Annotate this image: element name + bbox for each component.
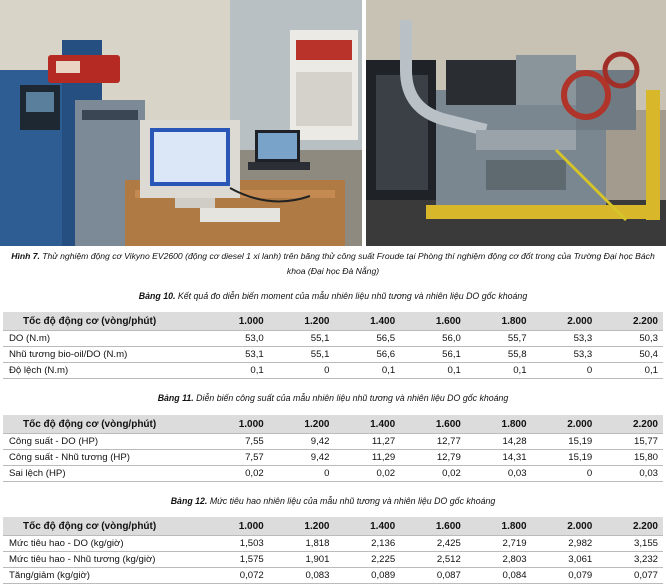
column-header: 1.400 [334,517,400,536]
column-header: 1.000 [203,517,269,536]
table-cell: 0,084 [466,568,532,584]
table-cell: 50,4 [597,347,663,363]
table-cell: 14,31 [466,450,532,466]
column-header: 1.400 [334,312,400,331]
table-cell: 15,77 [597,434,663,450]
table-row [3,450,663,466]
table-cell: 56,1 [400,347,466,363]
figure-label: Hình 7. [11,251,40,261]
row-label: Mức tiêu hao - Nhũ tương (kg/giờ) [3,552,203,568]
row-label: Nhũ tương bio-oil/DO (N.m) [3,347,203,363]
table-cell: 15,80 [597,450,663,466]
table-cell: 53,0 [203,331,269,347]
table-cell: 2,803 [466,552,532,568]
column-header: 2.200 [597,312,663,331]
table-cell: 9,42 [269,434,335,450]
table-cell: 3,155 [597,536,663,552]
table-cell: 0,02 [400,466,466,482]
column-header: 1.800 [466,517,532,536]
table-cell: 0,077 [597,568,663,584]
table-row [3,568,663,584]
table-cell: 0,1 [203,363,269,379]
table-cell: 0,1 [400,363,466,379]
figure-7-photos [0,0,666,246]
table-cell: 14,28 [466,434,532,450]
row-label: Mức tiêu hao - DO (kg/giờ) [3,536,203,552]
column-header-speed: Tốc độ động cơ (vòng/phút) [3,415,203,434]
photo-test-bench-room [0,0,362,246]
table-10-caption [0,291,666,301]
table-cell: 0 [532,363,598,379]
table-cell: 0,03 [466,466,532,482]
table-cell: 0,02 [334,466,400,482]
column-header: 1.600 [400,517,466,536]
column-header: 1.400 [334,415,400,434]
table-10-title: Kết quả đo diễn biến moment của mẫu nhiên liệu nhũ tương và nhiên liệu DO gốc khoáng [177,291,528,301]
table-header-row [3,517,663,536]
table-row [3,552,663,568]
table-cell: 2,425 [400,536,466,552]
table-cell: 50,3 [597,331,663,347]
table-cell: 0,02 [203,466,269,482]
row-label: Công suất - DO (HP) [3,434,203,450]
table-cell: 0,083 [269,568,335,584]
table-cell: 0,1 [597,363,663,379]
column-header: 2.000 [532,517,598,536]
table-cell: 7,55 [203,434,269,450]
row-label: Độ lệch (N.m) [3,363,203,379]
table-cell: 55,1 [269,331,335,347]
row-label: Tăng/giảm (kg/giờ) [3,568,203,584]
table-12-label: Bảng 12. [170,496,208,506]
table-cell: 7,57 [203,450,269,466]
table-cell: 55,8 [466,347,532,363]
table-cell: 2,982 [532,536,598,552]
column-header-speed: Tốc độ động cơ (vòng/phút) [3,517,203,536]
column-header: 1.000 [203,312,269,331]
figure-caption [10,249,656,279]
figure-caption-text: Thử nghiệm động cơ Vikyno EV2600 (động cơ diesel 1 xi lanh) trên băng thử công suất Froude tại Phòng thí nghiệm động cơ đốt trong của Trường Đại học Bách khoa (Đại học Đà Nẵng) [42,251,655,276]
table-12 [3,517,663,584]
table-10 [3,312,663,379]
table-cell: 1,901 [269,552,335,568]
row-label: Công suất - Nhũ tương (HP) [3,450,203,466]
table-cell: 15,19 [532,434,598,450]
table-row [3,347,663,363]
table-cell: 0,1 [466,363,532,379]
table-11-title: Diễn biến công suất của mẫu nhiên liệu nhũ tương và nhiên liệu DO gốc khoáng [196,393,509,403]
table-cell: 53,3 [532,347,598,363]
column-header-speed: Tốc độ động cơ (vòng/phút) [3,312,203,331]
table-cell: 0,079 [532,568,598,584]
table-cell: 0,072 [203,568,269,584]
table-cell: 1,575 [203,552,269,568]
column-header: 1.200 [269,312,335,331]
table-cell: 0 [532,466,598,482]
table-cell: 11,29 [334,450,400,466]
table-cell: 0,087 [400,568,466,584]
table-11-caption [0,393,666,403]
table-row [3,363,663,379]
table-cell: 3,061 [532,552,598,568]
column-header: 1.200 [269,415,335,434]
table-cell: 1,818 [269,536,335,552]
column-header: 1.600 [400,415,466,434]
column-header: 1.200 [269,517,335,536]
table-header-row [3,312,663,331]
table-cell: 11,27 [334,434,400,450]
table-cell: 15,19 [532,450,598,466]
table-cell: 9,42 [269,450,335,466]
table-cell: 2,719 [466,536,532,552]
row-label: DO (N.m) [3,331,203,347]
table-row [3,536,663,552]
table-cell: 55,1 [269,347,335,363]
table-cell: 56,5 [334,331,400,347]
column-header: 2.000 [532,312,598,331]
table-11 [3,415,663,482]
column-header: 1.800 [466,312,532,331]
column-header: 2.000 [532,415,598,434]
column-header: 2.200 [597,517,663,536]
photo-engine-on-dynamometer [366,0,666,246]
table-cell: 12,79 [400,450,466,466]
column-header: 1.600 [400,312,466,331]
table-cell: 2,225 [334,552,400,568]
column-header: 1.000 [203,415,269,434]
table-cell: 2,512 [400,552,466,568]
table-cell: 0 [269,363,335,379]
table-cell: 53,3 [532,331,598,347]
table-row [3,331,663,347]
table-row [3,434,663,450]
table-cell: 12,77 [400,434,466,450]
table-cell: 1,503 [203,536,269,552]
table-cell: 56,0 [400,331,466,347]
table-10-label: Bảng 10. [138,291,176,301]
table-cell: 0,1 [334,363,400,379]
table-header-row [3,415,663,434]
table-12-caption [0,496,666,506]
table-cell: 0 [269,466,335,482]
table-row [3,466,663,482]
table-cell: 2,136 [334,536,400,552]
table-cell: 56,6 [334,347,400,363]
row-label: Sai lệch (HP) [3,466,203,482]
column-header: 1.800 [466,415,532,434]
column-header: 2.200 [597,415,663,434]
table-cell: 55,7 [466,331,532,347]
table-cell: 53,1 [203,347,269,363]
table-cell: 0,03 [597,466,663,482]
table-cell: 0,089 [334,568,400,584]
table-11-label: Bảng 11. [157,393,194,403]
table-cell: 3,232 [597,552,663,568]
table-12-title: Mức tiêu hao nhiên liệu của mẫu nhũ tương và nhiên liệu DO gốc khoáng [209,496,496,506]
